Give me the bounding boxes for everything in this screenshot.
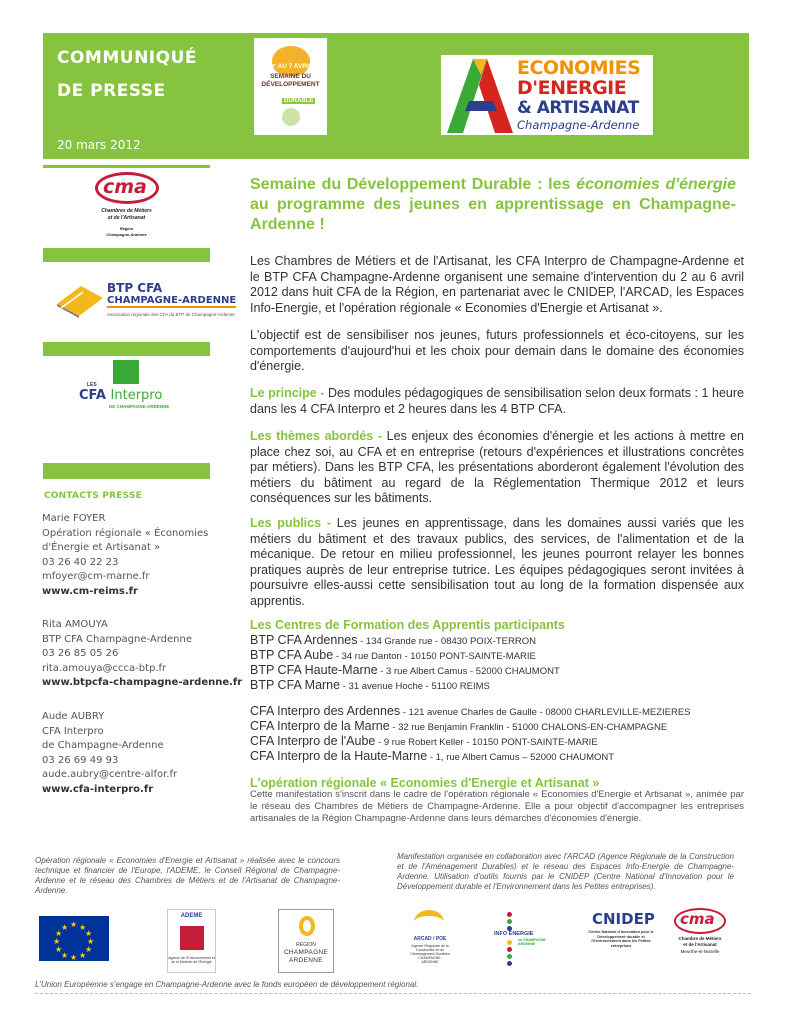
contact-org-2: d'Énergie et Artisanat »	[42, 542, 161, 554]
centre-address: - 134 Grande rue - 08430 POIX-TERRON	[357, 636, 536, 647]
cma-line-1: Chambres de Métiers	[101, 208, 152, 214]
cma-foot-line-3: Meurthe-et-Moselle	[680, 949, 720, 954]
cma-letters: cma	[680, 910, 715, 928]
contact-card	[42, 618, 242, 691]
centre-item	[250, 749, 614, 765]
cnidep-sub: Centre National d'Innovation pour le Développement durable et l'Environnement dans les Petites entreprises	[588, 930, 654, 948]
arcad-arc-icon	[414, 910, 444, 934]
audience-paragraph	[250, 516, 744, 609]
themes-paragraph	[250, 429, 744, 507]
cnidep-title: CNIDEP	[592, 910, 655, 928]
collaboration-note: Manifestation organisée en collaboration avec l'ARCAD (Agence Régionale de la Construction et de l'Aménagement Durables) et le réseau des Espaces Info-Energie de Champagne-Ardenne. Utilisation d'outils fournis par le CNIDEP (Centre National d'Innovation pour le Développement durable et l'Environnement dans les Petites entreprises).	[397, 852, 734, 891]
footer-divider	[35, 993, 751, 994]
interpro-les: LES	[87, 382, 97, 388]
region-line-1: RÉGION	[296, 942, 316, 948]
centre-name: BTP CFA Haute-Marne	[250, 663, 378, 677]
arcad-logo	[404, 908, 456, 970]
centre-address: - 9 rue Robert Keller - 10150 PONT-SAINTE-MARIE	[375, 737, 598, 748]
btp-cfa-logo	[43, 262, 237, 342]
ademe-mark-icon	[180, 926, 204, 950]
region-line-3: ARDENNE	[289, 957, 323, 964]
doc-type-title: COMMUNIQUÉ	[57, 48, 197, 68]
contact-email[interactable]: mfoyer@cm-marne.fr	[42, 571, 150, 583]
contact-card	[42, 710, 177, 798]
interpro-sub: DE CHAMPAGNE-ARDENNE	[109, 404, 170, 409]
arcad-sub: Agence Régionale de la Construction et de l'Aménagement Durables CHAMPAGNE-ARDENNE	[410, 944, 450, 964]
dot-icon	[507, 940, 512, 945]
btp-line-3: Association régionale des CFA du BTP de Champagne-Ardenne	[107, 312, 235, 317]
centre-address: - 34 rue Danton - 10150 PONT-SAINTE-MARIE	[333, 651, 536, 662]
contact-phone: 03 26 40 22 23	[42, 556, 119, 568]
dot-icon	[507, 919, 512, 924]
dot-icon	[507, 961, 512, 966]
headline-part-1: Semaine du Développement Durable : les	[250, 176, 577, 193]
contact-website[interactable]: www.cfa-interpro.fr	[42, 783, 154, 795]
principle-text: Des modules pédagogiques de sensibilisation selon deux formats : 1 heure dans les 4 CFA Interpro et 2 heures dans les 4 BTP CFA.	[250, 386, 744, 416]
interpro-square-icon	[113, 360, 139, 384]
cma-letters: cma	[103, 176, 147, 198]
ademe-sub: Agence de l'Environnement et de la Maîtrise de l'Énergie	[168, 956, 215, 964]
centre-name: CFA Interpro de la Haute-Marne	[250, 749, 428, 763]
cma-foot-sub	[668, 936, 732, 955]
centre-address: - 121 avenue Charles de Gaulle - 08000 CHARLEVILLE-MEZIERES	[400, 707, 691, 718]
centre-item	[250, 633, 536, 649]
ademe-logo	[167, 909, 216, 973]
cma-foot-line-2: et de l'Artisanat	[683, 941, 717, 947]
centre-item	[250, 648, 536, 664]
region-s-icon	[299, 916, 315, 936]
arcad-title: ARCAD / POE	[413, 936, 447, 942]
contacts-heading: CONTACTS PRESSE	[44, 491, 142, 501]
centre-item	[250, 663, 560, 679]
interpro-cfa: CFA	[79, 388, 106, 403]
infoe-sub-1: en CHAMPAGNE	[518, 938, 546, 942]
operation-text: Cette manifestation s'inscrit dans le cadre de l'opération régionale « Economies d'Energie et Artisanat », animée par le réseau des Chambres de Métiers de Champagne-Ardenne. Elle a pour objectif d'accompagner les entreprises artisanales de la Région Champagne-Ardenne dans leurs démarches d'économies d'énergie.	[250, 789, 744, 824]
infoe-sub-2: ARDENNE	[518, 942, 536, 946]
info-energie-logo	[490, 910, 550, 970]
btp-line-1: BTP CFA	[107, 281, 163, 295]
centre-name: CFA Interpro de la Marne	[250, 719, 390, 733]
headline-italic: économies d'énergie	[576, 176, 737, 193]
btp-roof-icon	[55, 284, 105, 318]
economies-energie-artisanat-logo	[441, 55, 653, 135]
eea-line-1: ECONOMIES	[517, 57, 641, 79]
region-champagne-ardenne-logo	[278, 909, 334, 973]
centres-heading: Les Centres de Formation des Apprentis participants	[250, 618, 565, 632]
publication-date: 20 mars 2012	[57, 138, 141, 152]
contact-name: Aude AUBRY	[42, 711, 105, 722]
infoe-sub	[518, 938, 546, 946]
centre-address: - 32 rue Benjamin Franklin - 51000 CHALONS-EN-CHAMPAGNE	[389, 722, 668, 733]
contact-email[interactable]: rita.amouya@ccca-btp.fr	[42, 662, 167, 674]
infoe-info: INFO	[494, 931, 508, 937]
centre-name: BTP CFA Marne	[250, 678, 341, 692]
themes-label: Les thèmes abordés -	[250, 429, 383, 443]
a-letter-icon	[443, 55, 515, 135]
sdd-line-3: DÉVELOPPEMENT	[261, 81, 320, 88]
contact-phone: 03 26 85 05 26	[42, 648, 119, 660]
centre-name: BTP CFA Aube	[250, 648, 334, 662]
themes-text: Les enjeux des économies d'énergie et les actions à mettre en place chez soi, au CFA et en entreprise (retours d'expériences et illustrations concrètes par métiers). Dans les BTP CFA, les présentations aborderont également l'évolution des métiers du bâtiment au regard de la Réglementation Thermique 2012 et leurs conséquences sur les bâtiments.	[250, 429, 745, 505]
contact-org: CFA Interpro	[42, 725, 104, 737]
btp-line-2: CHAMPAGNE-ARDENNE	[107, 295, 237, 306]
article-headline	[250, 175, 736, 235]
sun-icon	[272, 46, 310, 76]
intro-paragraph: Les Chambres de Métiers et de l'Artisanat, les CFA Interpro de Champagne-Ardenne et le BTP CFA Champagne-Ardenne organisent une semaine d'intervention du 2 au 6 avril 2012 dans huit CFA de la Région, en partenariat avec le CNIDEP, l'ARCAD, les Espaces Info-Energie, et l'opération régionale « Economies d'Energie et Artisanat ».	[250, 254, 744, 315]
sdd-dates: 1ᵉʳ AU 7 AVRIL	[268, 63, 313, 70]
audience-label: Les publics -	[250, 516, 331, 530]
ademe-title: ADEME	[180, 913, 203, 919]
eu-funding-note: L'Union Européenne s'engage en Champagne-Ardenne avec le fonds européen de développement régional.	[35, 980, 419, 989]
centre-item	[250, 734, 598, 750]
infoe-title	[494, 931, 533, 937]
centre-address: - 31 avenue Hoche - 51100 REIMS	[340, 681, 490, 692]
objective-paragraph: L'objectif est de sensibiliser nos jeunes, futurs professionnels et éco-citoyens, sur les comportements d'aujourd'hui et les choix pour demain dans le domaine des économies d'énergie.	[250, 328, 744, 373]
dot-icon	[507, 947, 512, 952]
contact-org: BTP CFA Champagne-Ardenne	[42, 633, 193, 645]
sustainable-week-logo	[254, 38, 327, 135]
contact-name: Marie FOYER	[42, 513, 106, 524]
centre-address: - 3 rue Albert Camus - 52000 CHAUMONT	[377, 666, 560, 677]
centre-name: BTP CFA Ardennes	[250, 633, 358, 647]
centre-name: CFA Interpro de l'Aube	[250, 734, 376, 748]
header-band	[43, 33, 749, 159]
cma-line-4: Champagne-Ardenne	[106, 232, 147, 237]
eea-line-3: & ARTISANAT	[517, 98, 639, 118]
cma-region-logo	[43, 168, 210, 248]
audience-text: Les jeunes en apprentissage, dans les domaines aussi variés que les métiers du bâtiment et des travaux publics, des services, de l'alimentation et de la mécanique. De retour en milieu professionnel, les jeunes pourront relayer les bonnes pratiques auprès de leur entreprise tutrice. Les équipes pédagogiques seront invitées à poursuivre elles-aussi cette sensibilisation tout au long de la formation dispensée aux apprentis.	[250, 516, 744, 608]
eu-flag-icon: ★ ★ ★ ★ ★ ★ ★ ★ ★ ★ ★ ★	[39, 916, 109, 961]
centre-item	[250, 678, 490, 694]
contact-card	[42, 512, 208, 600]
contact-org-2: de Champagne-Ardenne	[42, 740, 164, 752]
cma-foot-line-1: Chambre de Métiers	[678, 936, 722, 941]
cnidep-logo	[586, 906, 656, 968]
interpro-word: Interpro	[110, 388, 163, 403]
dot-icon	[507, 912, 512, 917]
sdd-line-4: DURABLE	[284, 98, 314, 104]
centre-name: CFA Interpro des Ardennes	[250, 704, 401, 718]
partner-logos-sidebar	[43, 165, 237, 479]
headline-part-2: au programme des jeunes en apprentissage en Champagne-Ardenne !	[250, 196, 736, 233]
operation-heading: L'opération régionale « Economies d'Energie et Artisanat »	[250, 776, 600, 790]
sdd-line-2: SEMAINE DU	[270, 73, 311, 80]
principle-paragraph	[250, 386, 744, 417]
contact-name: Rita AMOUYA	[42, 619, 108, 630]
centre-item	[250, 719, 667, 735]
tree-icon	[282, 108, 300, 126]
centre-item	[250, 704, 691, 720]
contact-phone: 03 26 69 49 93	[42, 754, 119, 766]
eea-line-4: Champagne-Ardenne	[517, 118, 640, 132]
centre-address: - 1, rue Albert Camus – 52000 CHAUMONT	[427, 752, 615, 763]
eea-line-2: D'ENERGIE	[517, 77, 627, 99]
doc-type-title-2: DE PRESSE	[57, 81, 166, 101]
interpro-name	[79, 388, 162, 403]
principle-label: Le principe -	[250, 386, 325, 400]
cma-line-2: et de l'Artisanat	[107, 215, 146, 221]
funding-note: Opération régionale « Economies d'Energie et Artisanat » réalisée avec le concours technique et financier de l'Europe, l'ADEME, le Conseil Régional de Champagne-Ardenne et le réseau des Chambres de Métiers et de l'Artisanat de Champagne-Ardenne.	[35, 856, 340, 895]
infoe-energie: ÉNERGIE	[508, 931, 534, 937]
cma-meurthe-logo	[668, 906, 732, 968]
contact-website[interactable]: www.btpcfa-champagne-ardenne.fr	[42, 677, 243, 689]
contact-email[interactable]: aude.aubry@centre-alfor.fr	[42, 769, 178, 781]
region-line-2: CHAMPAGNE	[283, 949, 329, 956]
cfa-interpro-logo	[43, 356, 210, 463]
dot-icon	[507, 954, 512, 959]
cma-line-3: Région	[119, 226, 134, 231]
contact-org: Opération régionale « Économies	[42, 527, 209, 539]
contact-website[interactable]: www.cm-reims.fr	[42, 585, 138, 597]
